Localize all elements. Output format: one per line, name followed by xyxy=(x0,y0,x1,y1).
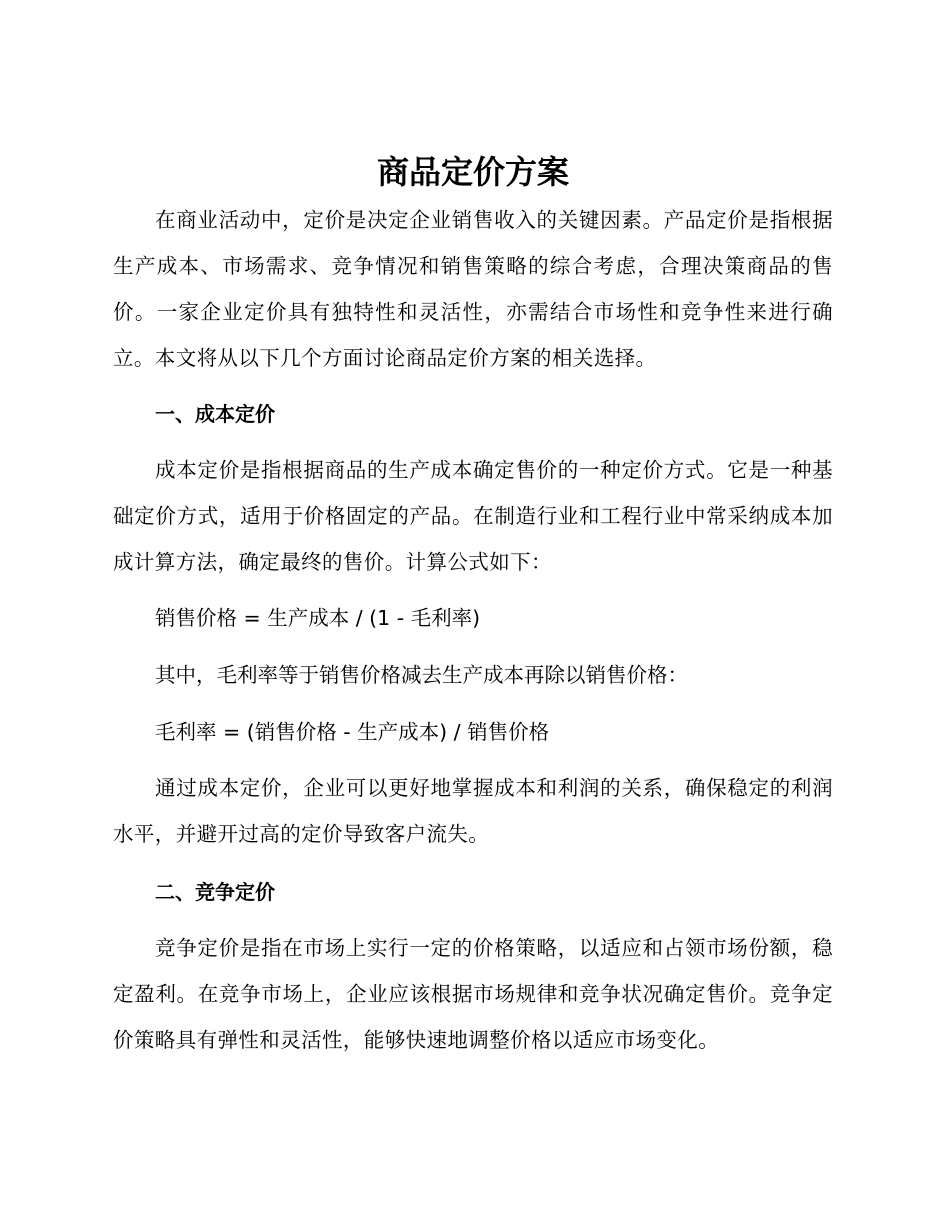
section-heading-cost-pricing: 一、成本定价 xyxy=(155,402,275,426)
gross-margin-formula: 毛利率 = (销售价格 - 生产成本) / 销售价格 xyxy=(155,720,550,744)
document-title: 商品定价方案 xyxy=(376,153,569,191)
gross-margin-explanation: 其中，毛利率等于销售价格减去生产成本再除以销售价格： xyxy=(155,663,688,687)
cost-pricing-paragraph: 成本定价是指根据商品的生产成本确定售价的一种定价方式。它是一种基础定价方式，适用于价格固定的产品。在制造行业和工程行业中常采纳成本加成计算方法，确定最终的售价。计算公式如下： xyxy=(113,458,833,574)
cost-pricing-benefit-paragraph: 通过成本定价，企业可以更好地掌握成本和利润的关系，确保稳定的利润水平，并避开过高的定价导致客户流失。 xyxy=(113,776,833,846)
intro-paragraph: 在商业活动中，定价是决定企业销售收入的关键因素。产品定价是指根据生产成本、市场需求、竞争情况和销售策略的综合考虑，合理决策商品的售价。一家企业定价具有独特性和灵活性，亦需结合市场性和竞争性来进行确立。本文将从以下几个方面讨论商品定价方案的相关选择。 xyxy=(113,208,833,370)
competitive-pricing-paragraph: 竞争定价是指在市场上实行一定的价格策略，以适应和占领市场份额，稳定盈利。在竞争市场上，企业应该根据市场规律和竞争状况确定售价。竞争定价策略具有弹性和灵活性，能够快速地调整价格以适应市场变化。 xyxy=(113,936,833,1052)
section-heading-competitive-pricing: 二、竞争定价 xyxy=(155,880,275,904)
sales-price-formula: 销售价格 = 生产成本 / (1 - 毛利率) xyxy=(155,606,481,630)
